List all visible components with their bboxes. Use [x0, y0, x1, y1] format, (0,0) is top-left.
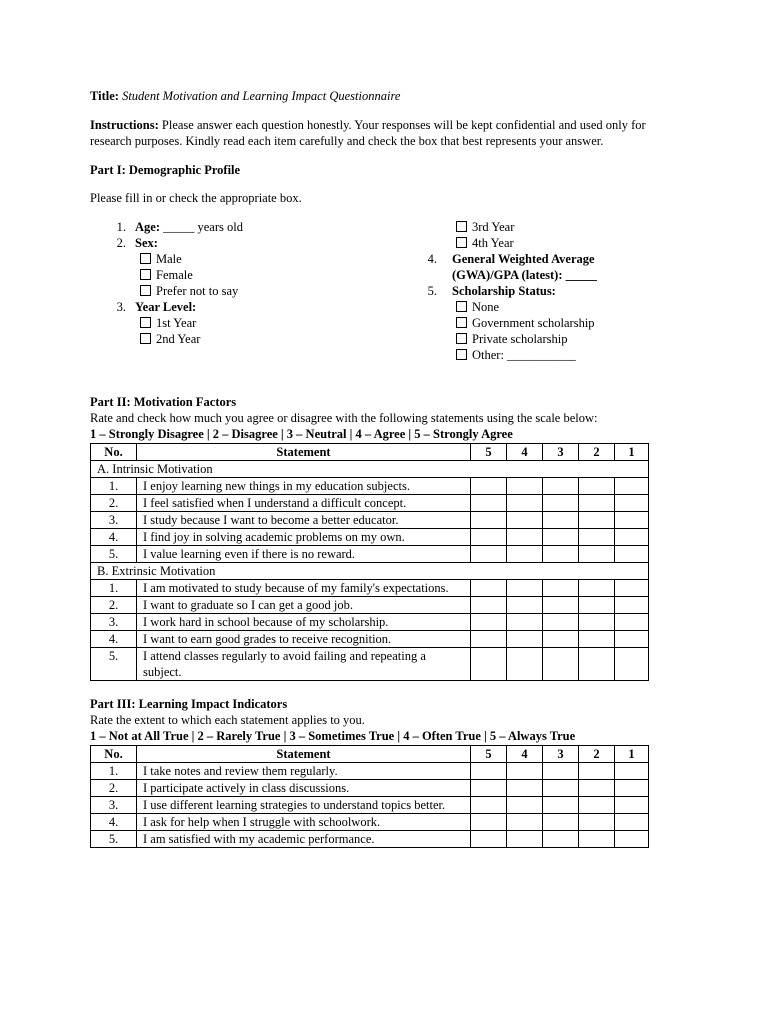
part2-scale: 1 – Strongly Disagree | 2 – Disagree | 3 – Neutral | 4 – Agree | 5 – Strongly Agree	[90, 427, 513, 441]
question-sex: 2. Sex:	[116, 236, 158, 250]
table-row: 5. I am satisfied with my academic performance.	[91, 831, 649, 848]
rating-cell-5[interactable]	[471, 495, 507, 512]
question-gwa: 4. General Weighted Average	[427, 252, 595, 266]
option-none[interactable]: None	[420, 299, 650, 315]
document-title: Title: Student Motivation and Learning Impact Questionnaire	[90, 89, 401, 103]
rating-cell-3[interactable]	[543, 648, 579, 681]
option-government-scholarship[interactable]: Government scholarship	[420, 315, 650, 331]
rating-cell-3[interactable]	[543, 797, 579, 814]
table-row: 3. I work hard in school because of my scholarship.	[91, 614, 649, 631]
rating-cell-1[interactable]	[615, 529, 649, 546]
table-row: 2. I participate actively in class discussions.	[91, 780, 649, 797]
rating-cell-1[interactable]	[615, 631, 649, 648]
rating-cell-2[interactable]	[579, 614, 615, 631]
demographic-right-column	[420, 219, 650, 363]
section-row-extrinsic: B. Extrinsic Motivation	[91, 563, 649, 580]
rating-cell-2[interactable]	[579, 580, 615, 597]
rating-cell-3[interactable]	[543, 631, 579, 648]
rating-cell-2[interactable]	[579, 797, 615, 814]
rating-cell-3[interactable]	[543, 614, 579, 631]
rating-cell-3[interactable]	[543, 580, 579, 597]
checkbox-icon[interactable]	[456, 221, 467, 232]
learning-impact-table	[90, 745, 649, 848]
checkbox-icon[interactable]	[456, 333, 467, 344]
option-other[interactable]: Other: ___________	[420, 347, 650, 363]
rating-cell-4[interactable]	[507, 780, 543, 797]
table-row: 5. I value learning even if there is no reward.	[91, 546, 649, 563]
rating-cell-2[interactable]	[579, 780, 615, 797]
rating-cell-5[interactable]	[471, 614, 507, 631]
rating-cell-2[interactable]	[579, 831, 615, 848]
part2-heading: Part II: Motivation Factors	[90, 395, 237, 409]
rating-cell-1[interactable]	[615, 614, 649, 631]
demographic-left-column	[90, 219, 420, 347]
rating-cell-1[interactable]	[615, 780, 649, 797]
option-4th-year[interactable]: 4th Year	[420, 235, 650, 251]
rating-cell-1[interactable]	[615, 814, 649, 831]
rating-cell-5[interactable]	[471, 797, 507, 814]
rating-cell-3[interactable]	[543, 597, 579, 614]
rating-cell-1[interactable]	[615, 478, 649, 495]
option-private-scholarship[interactable]: Private scholarship	[420, 331, 650, 347]
option-1st-year[interactable]: 1st Year	[90, 315, 420, 331]
age-field[interactable]: _____ years old	[160, 220, 243, 234]
checkbox-icon[interactable]	[140, 269, 151, 280]
table-row: 3. I study because I want to become a better educator.	[91, 512, 649, 529]
checkbox-icon[interactable]	[456, 317, 467, 328]
rating-cell-2[interactable]	[579, 597, 615, 614]
rating-cell-5[interactable]	[471, 814, 507, 831]
rating-cell-4[interactable]	[507, 831, 543, 848]
rating-cell-4[interactable]	[507, 478, 543, 495]
rating-cell-5[interactable]	[471, 478, 507, 495]
rating-cell-1[interactable]	[615, 797, 649, 814]
table-header-row: No. Statement 5 4 3 2 1	[91, 444, 649, 461]
rating-cell-5[interactable]	[471, 763, 507, 780]
checkbox-icon[interactable]	[140, 333, 151, 344]
table-row: 2. I want to graduate so I can get a good job.	[91, 597, 649, 614]
rating-cell-3[interactable]	[543, 512, 579, 529]
rating-cell-1[interactable]	[615, 512, 649, 529]
option-female[interactable]: Female	[90, 267, 420, 283]
rating-cell-2[interactable]	[579, 631, 615, 648]
rating-cell-2[interactable]	[579, 478, 615, 495]
rating-cell-2[interactable]	[579, 814, 615, 831]
rating-cell-3[interactable]	[543, 763, 579, 780]
question-year-level: 3. Year Level:	[116, 300, 197, 314]
rating-cell-3[interactable]	[543, 478, 579, 495]
table-row: 1. I enjoy learning new things in my education subjects.	[91, 478, 649, 495]
rating-cell-4[interactable]	[507, 512, 543, 529]
rating-cell-1[interactable]	[615, 580, 649, 597]
table-row: 5. I attend classes regularly to avoid failing and repeating a subject.	[91, 648, 649, 681]
part1-heading: Part I: Demographic Profile	[90, 163, 241, 177]
rating-cell-1[interactable]	[615, 763, 649, 780]
motivation-table	[90, 443, 649, 681]
rating-cell-4[interactable]	[507, 814, 543, 831]
checkbox-icon[interactable]	[140, 317, 151, 328]
option-prefer-not-to-say[interactable]: Prefer not to say	[90, 283, 420, 299]
table-row: 4. I ask for help when I struggle with schoolwork.	[91, 814, 649, 831]
rating-cell-2[interactable]	[579, 763, 615, 780]
rating-cell-2[interactable]	[579, 546, 615, 563]
question-gwa-line2[interactable]: (GWA)/GPA (latest): _____	[452, 268, 597, 282]
rating-cell-5[interactable]	[471, 831, 507, 848]
table-row: 3. I use different learning strategies to understand topics better.	[91, 797, 649, 814]
option-3rd-year[interactable]: 3rd Year	[420, 219, 650, 235]
rating-cell-1[interactable]	[615, 546, 649, 563]
rating-cell-4[interactable]	[507, 580, 543, 597]
rating-cell-3[interactable]	[543, 495, 579, 512]
table-row: 4. I want to earn good grades to receive recognition.	[91, 631, 649, 648]
table-row: 1. I am motivated to study because of my family's expectations.	[91, 580, 649, 597]
checkbox-icon[interactable]	[140, 253, 151, 264]
rating-cell-1[interactable]	[615, 597, 649, 614]
rating-cell-3[interactable]	[543, 546, 579, 563]
rating-cell-1[interactable]	[615, 648, 649, 681]
rating-cell-2[interactable]	[579, 495, 615, 512]
checkbox-icon[interactable]	[456, 301, 467, 312]
table-header-row: No. Statement 5 4 3 2 1	[91, 746, 649, 763]
rating-cell-4[interactable]	[507, 763, 543, 780]
checkbox-icon[interactable]	[456, 237, 467, 248]
section-row-intrinsic: A. Intrinsic Motivation	[91, 461, 649, 478]
rating-cell-5[interactable]	[471, 631, 507, 648]
rating-cell-5[interactable]	[471, 597, 507, 614]
rating-cell-4[interactable]	[507, 631, 543, 648]
rating-cell-4[interactable]	[507, 648, 543, 681]
rating-cell-4[interactable]	[507, 529, 543, 546]
part3-heading: Part III: Learning Impact Indicators	[90, 697, 288, 711]
part3-intro: Rate the extent to which each statement applies to you.	[90, 713, 365, 727]
demographic-questions	[90, 219, 650, 369]
table-row: 2. I feel satisfied when I understand a difficult concept.	[91, 495, 649, 512]
rating-cell-5[interactable]	[471, 546, 507, 563]
rating-cell-4[interactable]	[507, 797, 543, 814]
part2-intro: Rate and check how much you agree or disagree with the following statements using the scale below:	[90, 411, 598, 425]
rating-cell-1[interactable]	[615, 495, 649, 512]
rating-cell-5[interactable]	[471, 580, 507, 597]
instructions: Instructions: Please answer each question honestly. Your responses will be kept confidential and used only for research purposes. Kindly read each item carefully and check the box that best represents your answer.	[90, 118, 646, 148]
rating-cell-3[interactable]	[543, 831, 579, 848]
rating-cell-2[interactable]	[579, 648, 615, 681]
part3-scale: 1 – Not at All True | 2 – Rarely True | 3 – Sometimes True | 4 – Often True | 5 – Always True	[90, 729, 576, 743]
rating-cell-4[interactable]	[507, 546, 543, 563]
rating-cell-5[interactable]	[471, 512, 507, 529]
question-scholarship: 5. Scholarship Status:	[427, 284, 556, 298]
rating-cell-5[interactable]	[471, 648, 507, 681]
checkbox-icon[interactable]	[140, 285, 151, 296]
questionnaire-page	[90, 88, 650, 848]
part1-intro: Please fill in or check the appropriate box.	[90, 191, 302, 205]
table-row: 1. I take notes and review them regularly.	[91, 763, 649, 780]
checkbox-icon[interactable]	[456, 349, 467, 360]
rating-cell-3[interactable]	[543, 780, 579, 797]
rating-cell-4[interactable]	[507, 597, 543, 614]
rating-cell-4[interactable]	[507, 495, 543, 512]
option-2nd-year[interactable]: 2nd Year	[90, 331, 420, 347]
rating-cell-2[interactable]	[579, 512, 615, 529]
rating-cell-2[interactable]	[579, 529, 615, 546]
rating-cell-3[interactable]	[543, 814, 579, 831]
rating-cell-5[interactable]	[471, 780, 507, 797]
question-age: 1. Age: _____ years old	[116, 220, 243, 234]
table-row: 4. I find joy in solving academic problems on my own.	[91, 529, 649, 546]
rating-cell-3[interactable]	[543, 529, 579, 546]
rating-cell-1[interactable]	[615, 831, 649, 848]
rating-cell-5[interactable]	[471, 529, 507, 546]
rating-cell-4[interactable]	[507, 614, 543, 631]
option-male[interactable]: Male	[90, 251, 420, 267]
